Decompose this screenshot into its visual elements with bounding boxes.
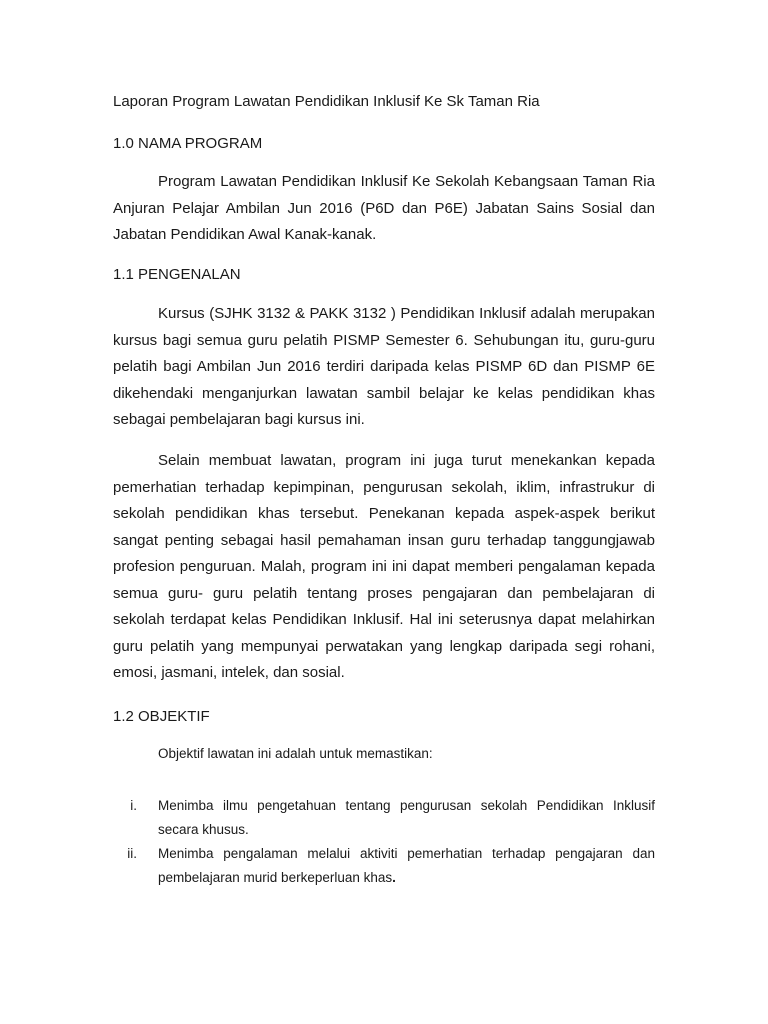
objektif-intro: Objektif lawatan ini adalah untuk memastikan:	[158, 746, 433, 761]
list-item-text-body: Menimba pengalaman melalui aktiviti pemerhatian terhadap pengajaran dan pembelajaran murid berkeperluan khas	[158, 846, 655, 885]
paragraph-pengenalan-1: Kursus (SJHK 3132 & PAKK 3132 ) Pendidikan Inklusif adalah merupakan kursus bagi semua guru pelatih PISMP Semester 6. Sehubungan itu, guru-guru pelatih bagi Ambilan Jun 2016 terdiri daripada kelas PISMP 6D dan PISMP 6E dikehendaki menganjurkan lawatan sambil belajar ke kelas pendidikan khas sebagai pembelajaran bagi kursus ini.	[113, 305, 655, 428]
document-title: Laporan Program Lawatan Pendidikan Inklusif Ke Sk Taman Ria	[113, 93, 540, 110]
list-item-text: Menimba ilmu pengetahuan tentang pengurusan sekolah Pendidikan Inklusif secara khusus.	[158, 798, 655, 837]
list-item-text	[158, 842, 655, 890]
list-item-number: i.	[130, 798, 137, 813]
section-heading-objektif: 1.2 OBJEKTIF	[113, 708, 210, 725]
list-item-number: ii.	[127, 846, 137, 861]
paragraph-pengenalan-2: Selain membuat lawatan, program ini juga turut menekankan kepada pemerhatian terhadap kepimpinan, pengurusan sekolah, iklim, infrastrukur di sekolah pendidikan khas tersebut. Penekanan kepada aspek-aspek berikut sangat penting sebagai hasil pemahaman insan guru terhadap tanggungjawab profesion penguruan. Malah, program ini ini dapat memberi pengalaman kepada semua guru- guru pelatih tentang proses pengajaran dan pembelajaran di sekolah terdapat kelas Pendidikan Inklusif. Hal ini seterusnya dapat melahirkan guru pelatih yang mempunyai perwatakan yang lengkap daripada segi rohani, emosi, jasmani, intelek, dan sosial.	[113, 452, 655, 681]
paragraph-nama-program: Program Lawatan Pendidikan Inklusif Ke Sekolah Kebangsaan Taman Ria Anjuran Pelajar Ambilan Jun 2016 (P6D dan P6E) Jabatan Sains Sosial dan Jabatan Pendidikan Awal Kanak-kanak.	[113, 173, 655, 243]
list-item	[113, 794, 655, 844]
list-item	[113, 842, 655, 892]
list-item-text-end: .	[392, 870, 396, 885]
section-heading-pengenalan: 1.1 PENGENALAN	[113, 266, 241, 283]
section-heading-nama-program: 1.0 NAMA PROGRAM	[113, 135, 263, 152]
